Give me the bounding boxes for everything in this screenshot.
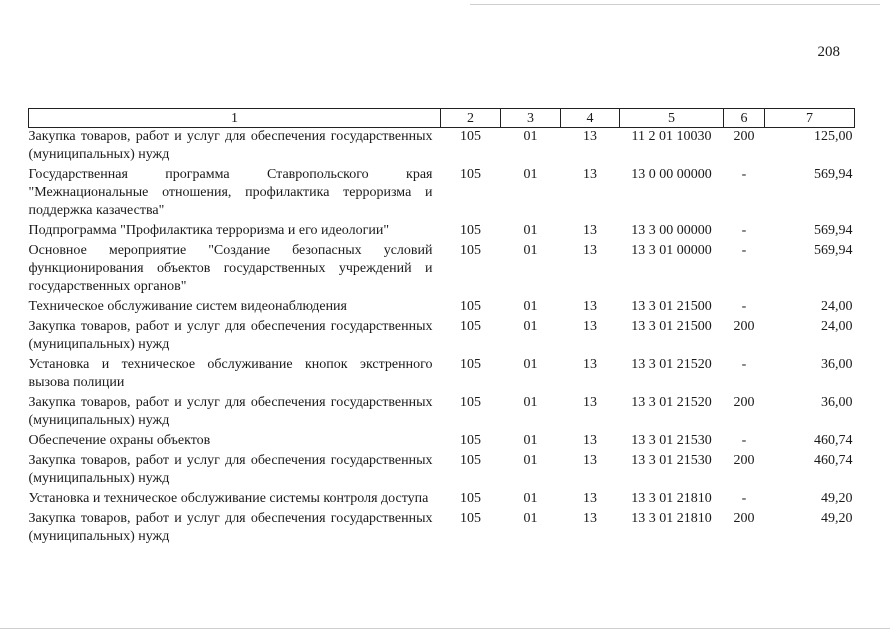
cell-amount: 125,00 (814, 129, 853, 144)
cell-name: Установка и техническое обслуживание кнопок экстренного вызова полиции (28, 357, 433, 390)
table-row (29, 394, 855, 432)
cell-col-5: 13 3 00 00000 (631, 223, 712, 238)
cell-col-5: 13 3 01 21500 (631, 319, 712, 334)
table-row (29, 222, 855, 242)
cell-col-4: 13 (583, 299, 597, 314)
cell-col-5: 11 2 01 10030 (631, 129, 712, 144)
table-row (29, 356, 855, 394)
cell-col-5: 13 3 01 21500 (631, 299, 712, 314)
cell-col-4: 13 (583, 395, 597, 410)
cell-col-5: 13 3 01 21520 (631, 357, 712, 372)
cell-name: Основное мероприятие "Создание безопасных условий функционирования объектов государственных учреждений и государственных органов" (28, 243, 433, 294)
cell-col-2: 105 (460, 319, 481, 334)
cell-col-2: 105 (460, 129, 481, 144)
table-row (29, 128, 855, 167)
cell-amount: 49,20 (821, 491, 853, 506)
cell-name: Закупка товаров, работ и услуг для обеспечения государственных (муниципальных) нужд (28, 395, 433, 428)
cell-amount: 569,94 (814, 167, 853, 182)
cell-amount: 24,00 (821, 319, 853, 334)
cell-col-5: 13 3 01 00000 (631, 243, 712, 258)
table-row (29, 242, 855, 298)
header-col-6: 6 (724, 109, 765, 128)
cell-col-5: 13 3 01 21520 (631, 395, 712, 410)
header-col-1: 1 (29, 109, 441, 128)
cell-col-4: 13 (583, 129, 597, 144)
table-row (29, 510, 855, 548)
cell-col-2: 105 (460, 395, 481, 410)
cell-col-6: - (741, 357, 747, 372)
cell-col-4: 13 (583, 319, 597, 334)
cell-amount: 36,00 (821, 357, 853, 372)
cell-col-3: 01 (523, 433, 538, 448)
cell-col-2: 105 (460, 299, 481, 314)
cell-name: Установка и техническое обслуживание системы контроля доступа (28, 491, 429, 506)
cell-col-3: 01 (523, 511, 538, 526)
cell-col-5: 13 3 01 21810 (631, 511, 712, 526)
header-col-5: 5 (620, 109, 724, 128)
table-row (29, 166, 855, 222)
table-row (29, 452, 855, 490)
cell-col-5: 13 3 01 21530 (631, 453, 712, 468)
cell-col-6: - (741, 433, 747, 448)
page-number: 208 (817, 44, 840, 60)
cell-col-4: 13 (583, 167, 597, 182)
cell-col-2: 105 (460, 433, 481, 448)
cell-col-4: 13 (583, 453, 597, 468)
cell-amount: 24,00 (821, 299, 853, 314)
cell-amount: 460,74 (814, 453, 853, 468)
cell-col-2: 105 (460, 491, 481, 506)
cell-col-3: 01 (523, 299, 538, 314)
cell-col-3: 01 (523, 395, 538, 410)
cell-col-3: 01 (523, 223, 538, 238)
cell-name: Государственная программа Ставропольского края "Межнациональные отношения, профилактика терроризма и поддержка казачества" (28, 167, 433, 218)
cell-col-3: 01 (523, 357, 538, 372)
cell-amount: 460,74 (814, 433, 853, 448)
cell-name: Техническое обслуживание систем видеонаблюдения (28, 299, 347, 314)
cell-col-4: 13 (583, 223, 597, 238)
cell-col-6: 200 (733, 129, 755, 144)
table-row (29, 298, 855, 318)
header-col-4: 4 (561, 109, 620, 128)
cell-col-6: - (741, 243, 747, 258)
cell-col-5: 13 3 01 21530 (631, 433, 712, 448)
scan-edge-top (470, 4, 880, 5)
cell-amount: 569,94 (814, 243, 853, 258)
cell-name: Обеспечение охраны объектов (28, 433, 211, 448)
cell-col-4: 13 (583, 357, 597, 372)
cell-col-3: 01 (523, 243, 538, 258)
cell-col-4: 13 (583, 433, 597, 448)
cell-col-4: 13 (583, 491, 597, 506)
cell-amount: 36,00 (821, 395, 853, 410)
cell-col-5: 13 0 00 00000 (631, 167, 712, 182)
cell-col-2: 105 (460, 357, 481, 372)
cell-col-3: 01 (523, 319, 538, 334)
table-row (29, 318, 855, 356)
cell-col-6: - (741, 491, 747, 506)
cell-col-6: - (741, 223, 747, 238)
cell-col-4: 13 (583, 511, 597, 526)
cell-col-3: 01 (523, 129, 538, 144)
cell-name: Подпрограмма "Профилактика терроризма и его идеологии" (28, 223, 390, 238)
cell-name: Закупка товаров, работ и услуг для обеспечения государственных (муниципальных) нужд (28, 129, 433, 162)
cell-col-2: 105 (460, 453, 481, 468)
cell-col-2: 105 (460, 167, 481, 182)
cell-col-3: 01 (523, 167, 538, 182)
table-body (29, 128, 855, 549)
cell-col-2: 105 (460, 223, 481, 238)
cell-col-6: 200 (733, 319, 755, 334)
cell-col-6: 200 (733, 453, 755, 468)
cell-col-6: - (741, 167, 747, 182)
header-col-3: 3 (501, 109, 561, 128)
cell-col-2: 105 (460, 243, 481, 258)
cell-name: Закупка товаров, работ и услуг для обеспечения государственных (муниципальных) нужд (28, 453, 433, 486)
cell-col-2: 105 (460, 511, 481, 526)
cell-name: Закупка товаров, работ и услуг для обеспечения государственных (муниципальных) нужд (28, 511, 433, 544)
table-header (29, 109, 855, 128)
cell-amount: 569,94 (814, 223, 853, 238)
cell-col-4: 13 (583, 243, 597, 258)
header-col-7: 7 (765, 109, 855, 128)
cell-col-3: 01 (523, 453, 538, 468)
scan-edge-bottom (0, 628, 890, 629)
cell-name: Закупка товаров, работ и услуг для обеспечения государственных (муниципальных) нужд (28, 319, 433, 352)
budget-table (28, 108, 855, 548)
header-row (29, 109, 855, 128)
cell-amount: 49,20 (821, 511, 853, 526)
cell-col-3: 01 (523, 491, 538, 506)
cell-col-5: 13 3 01 21810 (631, 491, 712, 506)
cell-col-6: 200 (733, 395, 755, 410)
header-col-2: 2 (441, 109, 501, 128)
table-row (29, 490, 855, 510)
cell-col-6: 200 (733, 511, 755, 526)
table-row (29, 432, 855, 452)
cell-col-6: - (741, 299, 747, 314)
